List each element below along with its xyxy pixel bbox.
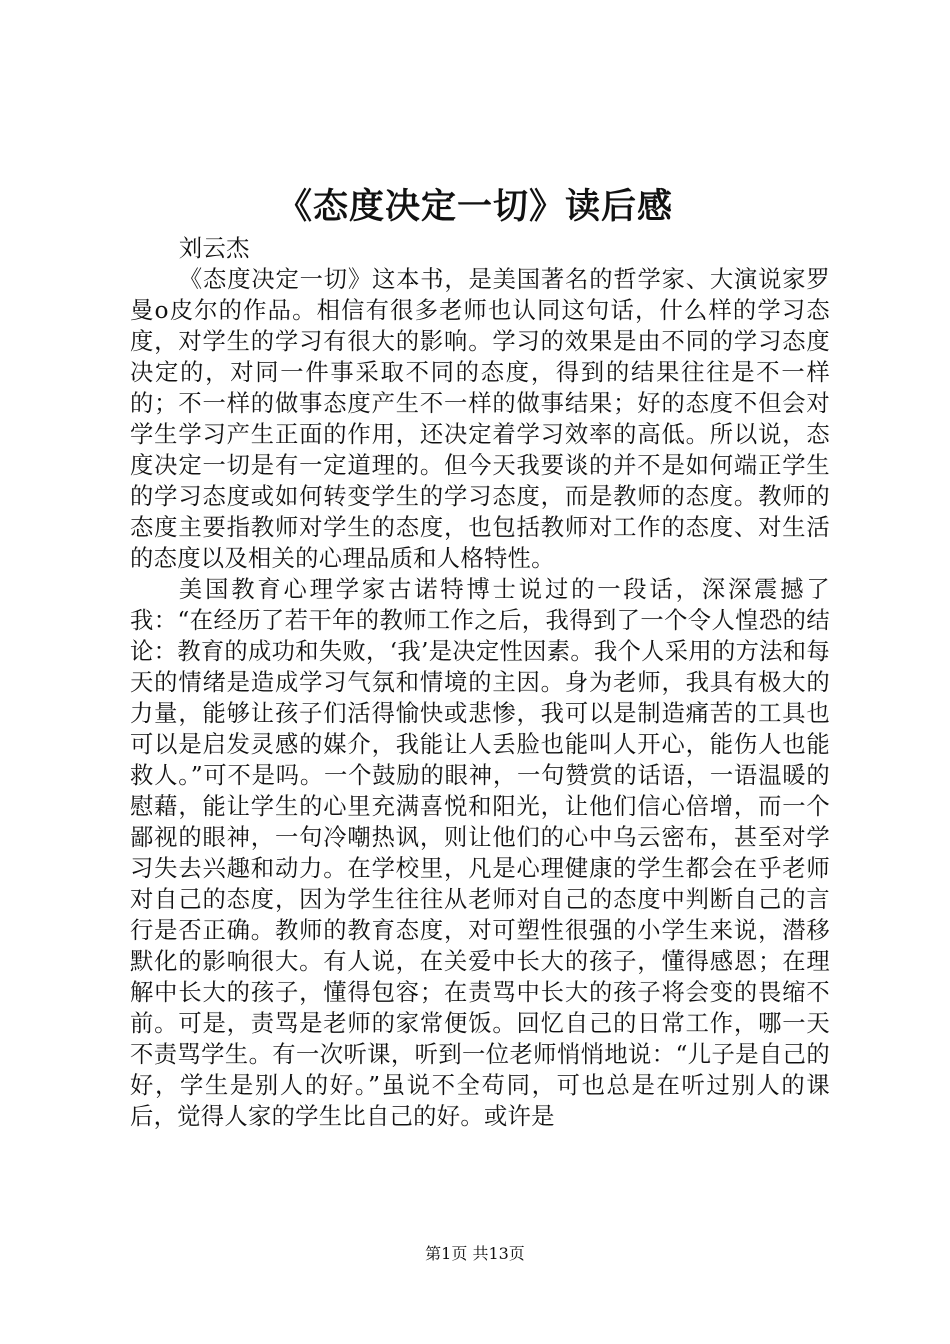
page-number-footer: 第1页 共13页 bbox=[425, 1244, 525, 1263]
author-name: 刘云杰 bbox=[178, 235, 250, 262]
document-body bbox=[130, 233, 830, 1132]
document-title: 《态度决定一切》读后感 bbox=[276, 187, 673, 227]
paragraph-1: 《态度决定一切》这本书，是美国著名的哲学家、大演说家罗曼o皮尔的作品。相信有很多老师也认同这句话，什么样的学习态度，对学生的学习有很大的影响。学习的效果是由不同的学习态度决定的，对同一件事采取不同的态度，得到的结果往往是不一样的；不一样的做事态度产生不一样的做事结果；好的态度不但会对学生学习产生正面的作用，还决定着学习效率的高低。所以说，态度决定一切是有一定道理的。但今天我要谈的并不是如何端正学生的学习态度或如何转变学生的学习态度，而是教师的态度。教师的态度主要指教师对学生的态度，也包括教师对工作的态度、对生活的态度以及相关的心理品质和人格特性。 bbox=[130, 266, 830, 572]
paragraph-2: 美国教育心理学家古诺特博士说过的一段话，深深震撼了我：“在经历了若干年的教师工作之后，我得到了一个令人惶恐的结论：教育的成功和失败，‘我’是决定性因素。我个人采用的方法和每天的情绪是造成学习气氛和情境的主因。身为老师，我具有极大的力量，能够让孩子们活得愉快或悲惨，我可以是制造痛苦的工具也可以是启发灵感的媒介，我能让人丢脸也能叫人开心，能伤人也能救人。”可不是吗。一个鼓励的眼神，一句赞赏的话语，一语温暖的慰藉，能让学生的心里充满喜悦和阳光，让他们信心倍增，而一个鄙视的眼神，一句冷嘲热讽，则让他们的心中乌云密布，甚至对学习失去兴趣和动力。在学校里，凡是心理健康的学生都会在乎老师对自己的态度，因为学生往往从老师对自己的态度中判断自己的言行是否正确。教师的教育态度，对可塑性很强的小学生来说，潜移默化的影响很大。有人说，在关爱中长大的孩子，懂得感恩；在理解中长大的孩子，懂得包容；在责骂中长大的孩子将会变的畏缩不前。可是，责骂是老师的家常便饭。回忆自己的日常工作，哪一天不责骂学生。有一次听课，听到一位老师悄悄地说：“儿子是自己的好，学生是别人的好。”虽说不全苟同，可也总是在听过别人的课后，觉得人家的学生比自己的好。或许是 bbox=[130, 576, 830, 1130]
